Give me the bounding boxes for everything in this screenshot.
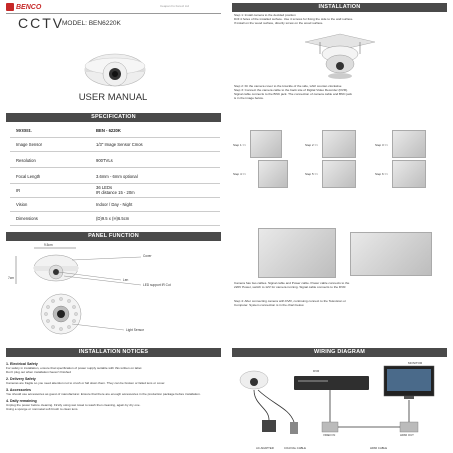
title-cctv: CCTV [18, 15, 65, 31]
manual-title: USER MANUAL [78, 92, 148, 103]
spec-heading: SPECIFICATION [6, 113, 221, 122]
notice-body: For safety in installation, ensure that specification of power supply suitable with this written on label. Don't plug out when installation haven't finished [6, 366, 143, 374]
signal-cable-photo [350, 232, 432, 276]
spec-row [10, 138, 220, 152]
spec-key: Focal Length [16, 174, 41, 179]
ac-adapter-label: AC ADAPTER [256, 446, 274, 450]
brand-tagline: Ceapan Fu Ferecl Ltd [160, 4, 190, 8]
step-photo [392, 160, 426, 188]
install-step1-text: Step 1: Install camera to the decided position Drill 4 holes of the installed surface. Use 4 screws for fixing the side to the wall surface. If install on the wood surface, directly screw on the wood surface. [234, 13, 354, 25]
cable-step-text: Camera has two cables. Signal cable and Power cable. Power cable connects to the 220V Power, switch to 12V for camera running. Signal cable connects to the DVR. [234, 281, 350, 289]
step-label: Step 1 >> [233, 143, 247, 147]
spec-row-model [10, 124, 220, 138]
notice-item [6, 362, 221, 374]
notice-item [6, 377, 221, 385]
notice-title: 1. Electrical Safety [6, 362, 38, 366]
dim-width-label: 9.5cm [44, 243, 53, 247]
model-title: MODEL: BEN6220K [62, 20, 121, 27]
sensor-label: Light Sensor [126, 328, 144, 332]
step-photo [392, 130, 426, 158]
spec-value: 1/3" Image Sensor Cmos [96, 142, 143, 147]
spec-row [10, 183, 220, 198]
cover-label: Cover [143, 254, 152, 258]
led-label: LED support IR Cut [143, 283, 171, 287]
logo-mark-icon [6, 3, 14, 11]
notice-item [6, 399, 221, 411]
spec-key: MODEL [16, 128, 32, 133]
notice-body: You should use accessories as guest of manufacturer. Ensure that there are enough accessories in the production package before installation. [6, 392, 201, 396]
monitor-label: MONITOR [408, 361, 423, 365]
spec-row [10, 198, 220, 212]
header-divider [6, 13, 221, 14]
spec-value: 36 LEDs IR distance 15 - 20m [96, 185, 135, 195]
hdmi-out-label: HDMI OUT [400, 433, 414, 437]
step-label: Step 2 >> [305, 143, 319, 147]
spec-value: BEN - 6220K [96, 128, 121, 133]
camera-dome-image [80, 40, 150, 92]
notice-body: Cameras are fragile so you need attention not to crush or fall down them. They can be broken or failed lens or cover. [6, 381, 166, 385]
hdmi-cable-label: HDMI CABLE [370, 446, 388, 450]
step-label: Step 4 >> [233, 172, 247, 176]
install-step4-text: Step 4: After connecting camera with DVR, continuing connect to the Television or Computer. System connection is in the chart below. [234, 299, 346, 307]
step-label: Step 3 >> [375, 143, 389, 147]
dim-height-label: 7cm [8, 276, 15, 280]
coaxial-label: COAXIAL CABLE [284, 446, 306, 450]
step-label: Step 5 >> [305, 172, 319, 176]
spec-key: Resolution [16, 158, 36, 163]
spec-row [10, 170, 220, 184]
spec-row [10, 154, 220, 168]
lens-label: Len [123, 278, 129, 282]
notices-list [6, 362, 221, 411]
spec-value: Indoor / Day - Night [96, 202, 133, 207]
panel-heading: PANEL FUNCTION [6, 232, 221, 241]
spec-value: 900TVLs [96, 158, 113, 163]
step-photo [258, 160, 288, 188]
dvr-label: DVR [313, 369, 320, 373]
spec-key: Image Sensor [16, 142, 43, 147]
step-photo [322, 160, 356, 188]
step-photo [322, 130, 356, 158]
notice-title: 3. Accessories [6, 388, 32, 392]
wiring-heading: WIRING DIAGRAM [232, 348, 447, 357]
panel-diagram [6, 242, 206, 337]
mounting-image [300, 32, 380, 80]
brand-logo [6, 3, 41, 11]
spec-key: IR [16, 187, 21, 193]
spec-value: 3.6mm - 6mm optional [96, 174, 138, 179]
spec-key: Dimensions [16, 216, 38, 221]
notice-item [6, 388, 221, 396]
notice-body: Unplug the power before cleaning. Firstly using wet towel to wash then cleaning, again by dry one. Using a sponge or nonmetal soft brush to clean lens. [6, 403, 141, 411]
step-label: Step 6 >> [375, 172, 389, 176]
brand-name: BENCO [16, 3, 42, 11]
video-in-label: VIDEO IN [323, 433, 336, 437]
wiring-diagram [234, 360, 446, 450]
spec-key: Vision [16, 202, 28, 207]
step-photo [250, 130, 282, 158]
notice-title: 4. Daily remaining [6, 399, 37, 403]
power-cable-photo [258, 228, 336, 278]
spec-row [10, 212, 220, 226]
installation-heading: INSTALLATION [232, 3, 447, 12]
install-step2-text: Step 2: Fit the camera cover to the knuckle of the side, whirl counter-clockwise Step 3: Connect the camera cable to the back site of Digital Video Recorder (DVR). Signal cable connects to the BNC jack. The connection of camera cable and BNC jack is in the image below. [234, 84, 352, 100]
notices-heading: INSTALLATION NOTICES [6, 348, 221, 357]
spec-value: (D)9.5 x (H)6.5cm [96, 216, 130, 221]
notice-title: 2. Delivery Safety [6, 377, 36, 381]
